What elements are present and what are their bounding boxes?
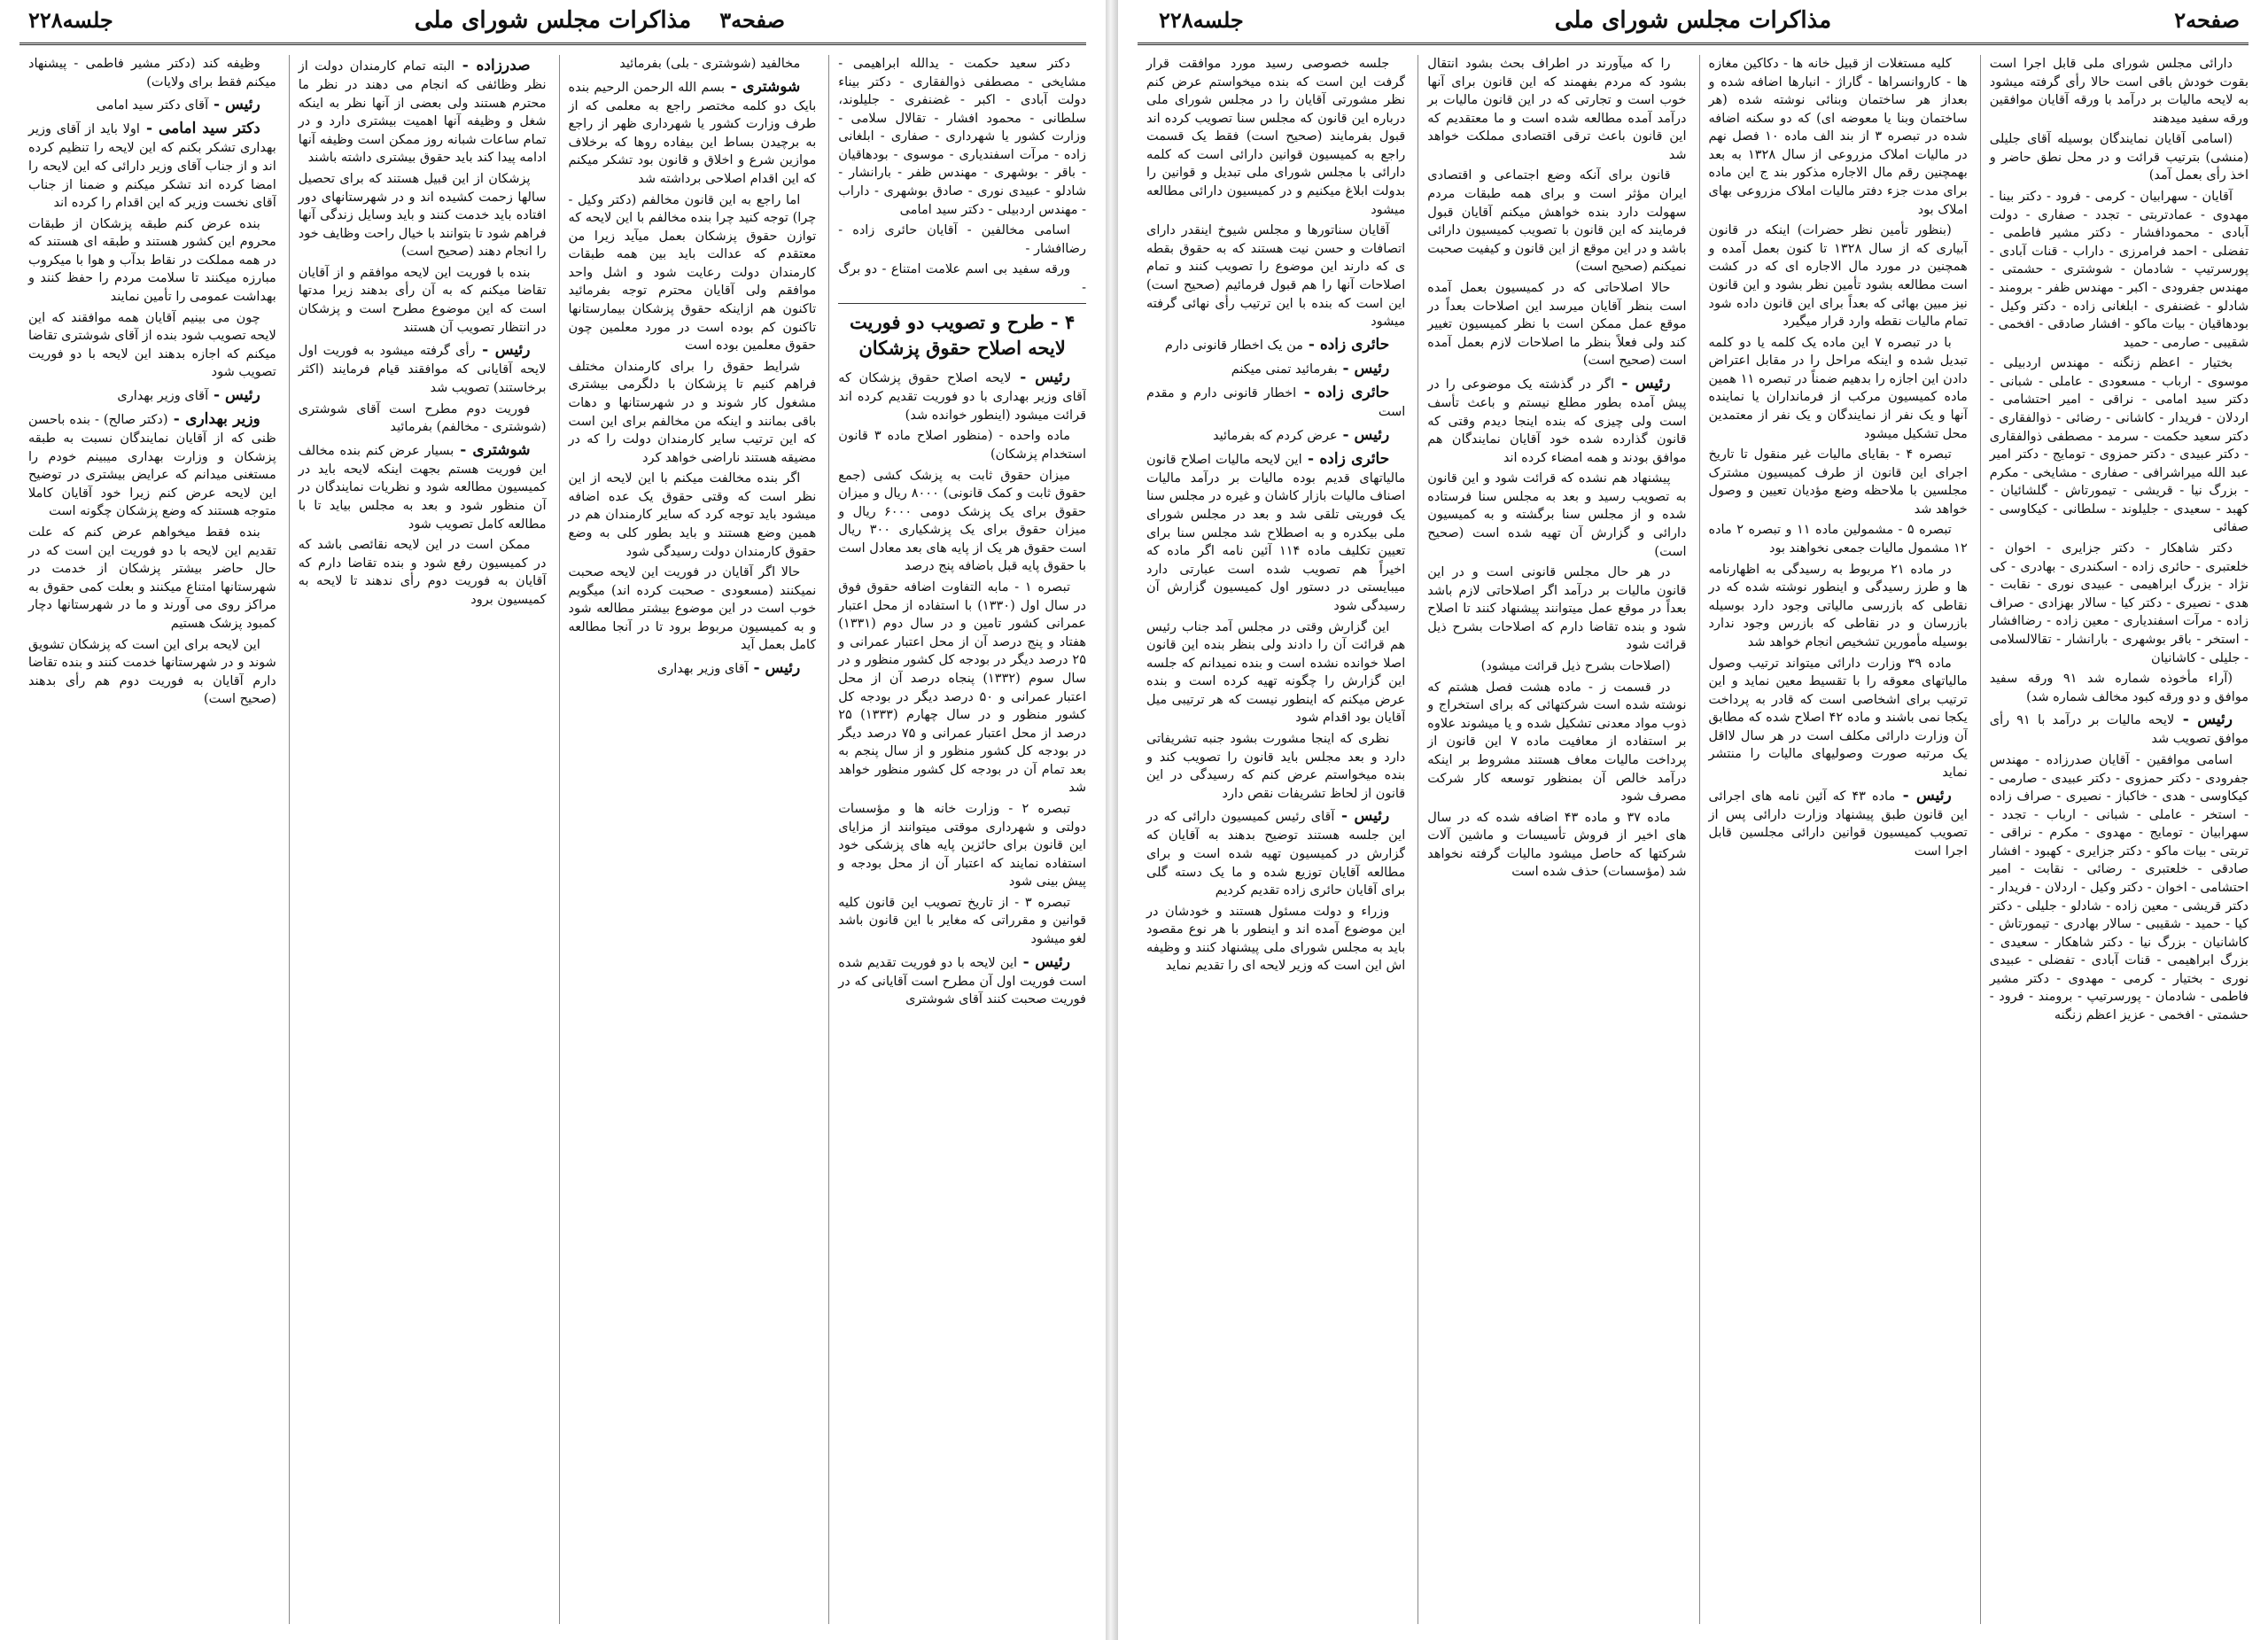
paragraph [1709,55,1968,219]
speaker-paragraph [1146,358,1405,379]
paragraph-text: ممکن است در این لایحه نقائصی باشد که در کمیسیون رفع شود و بنده تقاضا دارم که آقایان به فوریت دوم رأی ندهند تا لایحه به کمیسیون برود [298,538,547,607]
paragraph-text: اما راجع به این قانون مخالفم (دکتر وکیل - چرا) توجه کنید چرا بنده مخالفم با این لایحه که توازن حقوق پزشکان بعمل میآید زیرا من معتقدم که عدالت باید بین همه طبقات کارمندان دولت رعایت شود و اشل واحد موافقم ولی آقایان محترم توجه بفرمائید تاکنون هم ازاینکه حقوق پزشکان بیمارستانها تاکنون کم بوده است در مورد معلمین چون حقوق معلمین بوده است [568,192,817,354]
speaker-name: حائری زاده - [1302,335,1390,354]
paragraph-text: کلیه مستغلات از قبیل خانه ها - دکاکین مغازه ها - کاروانسراها - گاراژ - انبارها اضافه شده و بعداز هر ساختمان وبنائی نوشته شده (هر ساختمان وبنا یا معوضه ای) که دو سکنه اضافه شده در تبصره ۳ از بند الف ماده ۱۰ فصل نهم در مالیات املاک مزروعی از سال ۱۳۲۸ به بعد بهمچنین رقم مال الاجاره مذکور بند ج این ماده برای مدت جزء دفتر مالیات املاک مزروعی بهای املاک بود [1708,57,1968,217]
paragraph-text: بنده عرض کنم طبقه پزشکان از طبقات محروم این کشور هستند و طبقه ای هستند که در همه مملکت در نقاط بدآب و هوا با میکروب مبارزه میکنند تا سلامت مردم را حفظ کنند و بهداشت عمومی را تأمین نمایند [28,216,276,305]
speaker-name: رئیس - [1334,807,1390,826]
paragraph [569,358,817,467]
speaker-name: رئیس - [1017,952,1070,971]
speaker-name: رئیس - [475,341,531,360]
paragraph-text: آقای وزیر بهداری [656,662,749,677]
paragraph [28,55,276,91]
paragraph-text: میزان حقوق ثابت به پزشک کشی (جمع حقوق ثابت و کمک قانونی) ۸۰۰۰ ریال و میزان حقوق برای یک پزشک دومی ۶۰۰۰ ریال و میزان حقوق برای یک پزشکیاری ۳۰۰ ریال است حقوق هر یک از پایه های بعد معادل است با حقوق پایه قبل باضافه پنج درصد [838,468,1086,574]
paragraph-text: دکتر شاهکار - دکتر جزایری - اخوان - خلعتبری - حائری زاده - اسکندری - بهادری - کی نژاد - بزرگ ابراهیمی - عبیدی نوری - نقابت - هدی - نصیری - دکتر کیا - سالار بهزادی - صراف زاده - مرآت اسفندیاری - معین زاده - رضاافشار - استخر - باقر بوشهری - بارانشار - تقالالسلامی - جلیلی - کاشانیان [1989,541,2249,665]
speaker-paragraph [838,367,1086,424]
speaker-paragraph [569,657,817,679]
paragraph-text: بسم الله الرحمن الرحیم بنده بایک دو کلمه مختصر راجع به معلمی که از طرف وزارت کشور یا شهرداری ظهر از راجع به برچیدن بساط این بیفاده روها که برخلاف موازین شرع و اخلاق و قانون بود تشکر میکنم که این اقدام اصلاحی برداشته شد [568,80,817,187]
paragraph [1427,167,1686,276]
paragraph-text: دکتر سعید حکمت - یدالله ابراهیمی - مشایخی - مصطفی ذوالفقاری - دکتر بیناء دولت آبادی - اکبر - غضنفری - جلیلوند، سلطانی - محمود افشار - تقالال سلامی - وزارت کشور یا شهرداری - صفاری - ابلغانی زاده - مرآت اسفندیاری - موسوی - بودهاقیان - باقر - بوشهری - مهندس ظفر - بارانشار - شادلو - عبیدی نوری - صادق بوشهری - داراب - مهندس اردبیلی - دکتر سید امامی [838,57,1086,217]
speaker-name: رئیس - [1614,374,1671,393]
paragraph-text: نظری که اینجا مشورت بشود جنبه تشریفاتی دارد و بعد مجلس باید قانون را تصویب کند و بنده میخواستم عرض کنم که رسیدگی در این قانون از لحاظ تشریفات نقص دارد [1146,731,1406,801]
paragraph-text: ماده ۳۷ و ماده ۴۳ اضافه شده که در سال های اخیر از فروش تأسیسات و ماشین آلات شرکتها که حاصل میشود مالیات گرفته نخواهد شد (مؤسسات) حذف شده است [1427,810,1687,880]
paragraph-text: (اصلاحات بشرح ذیل قرائت میشود) [1480,659,1671,674]
paragraph [838,800,1086,891]
paragraph-text: ماده ۴۳ که آئین نامه های اجرائی این قانون طبق پیشنهاد وزارت دارائی پس از تصویب کمیسیون قوانین دارائی مجلسین قابل اجرا است [1708,789,1968,859]
page-header [19,7,1086,45]
paragraph-text: دارائی مجلس شورای ملی قابل اجرا است بقوت خودش باقی است حالا رأی گرفته میشود به لایحه مالیات بر درآمد با ورقه آقایان موافقین ورقه سفید میدهند [1989,57,2249,126]
paragraph [569,191,817,355]
speaker-name: رئیس - [208,385,260,404]
text-column [1699,55,1968,1624]
paragraph [299,536,547,609]
paragraph [1427,809,1686,882]
paragraph [1146,618,1405,727]
paragraph-text: لایحه مالیات بر درآمد با ۹۱ رأی موافق تصویب شد [1989,713,2249,747]
paragraph-text: (آراء مأخوذه شماره شد ۹۱ ورقه سفید موافق و دو ورقه کبود مخالف شماره شد) [1989,672,2249,704]
paragraph-text: (اسامی آقایان نمایندگان بوسیله آقای جلیلی (منشی) بترتیب قرائت و در محل نطق حاضر و اخذ رأی بعمل آمد) [1989,132,2249,183]
speaker-paragraph [28,408,276,521]
paragraph-text: بفرمائید تمنی میکنم [1231,361,1338,377]
paragraph-text: ماده ۳۹ وزارت دارائی میتواند ترتیب وصول مالیاتهای معوقه را با تقسیط معین نماید و این ترتیب برای اشخاصی است که قادر به پرداخت یکجا نمی باشند و ماده ۴۲ اصلاح شده که مطابق آن وزارت دارائی مکلف است در هر سال لااقل یک مرتبه صورت وصولیهای مالیات را منتشر نماید [1708,656,1968,780]
paragraph [569,55,817,74]
speaker-paragraph [1146,382,1405,422]
paragraph-text: آقای دکتر سید امامی [96,98,209,113]
text-column [1138,55,1405,1624]
paragraph-text: جلسه خصوصی رسید مورد موافقت قرار گرفت این است که بنده میخواستم عرض کنم نظر مشورتی آقایان را در مجلس شورای ملی درباره این قانون که مجلس سنا تصویب کرده اند قبول بفرمایند (صحیح است) فقط یک قسمت راجع به کمیسیون قوانین دارائی است که کلمه دارائی با مجلس شورای ملی تبدیل و قوانین را بدولت ابلاغ میکنیم و در کمیسیون دارائی مطالعه میشود [1146,57,1406,217]
speaker-paragraph [28,385,276,406]
paragraph [28,524,276,633]
paragraph [1146,730,1405,803]
paragraph-text: این گزارش وقتی در مجلس آمد جناب رئیس هم قرائت آن را دادند ولی بنظر بنده این قانون اصلا خوانده نشده است و بنده نمیدانم که جلسه این گزارش را چگونه تهیه کرده است و بنده عرض میکنم که اینطور نیست که هر ترتیبی میل آقایان بود اقدام شود [1146,619,1406,726]
speaker-name: حائری زاده - [1296,383,1390,401]
paragraph-text: وزراء و دولت مسئول هستند و خودشان در این موضوع آمده اند و اینطور با هر نوع مقصود باید به مجلس شورای ملی پیشنهاد کنند و وظیفه اش این است که وزیر لایحه ای را تقدیم نماید [1146,904,1406,974]
text-column [19,55,276,1624]
session-number: جلسه۲۲۸ [28,7,113,33]
paragraph [838,579,1086,797]
paragraph [1427,470,1686,561]
text-column [559,55,817,1624]
paragraph [1990,354,2249,537]
speaker-name: رئیس - [1337,359,1390,377]
paragraph-text: (بنظور تأمین نظر حضرات) اینکه در قانون آبیاری که از سال ۱۳۲۸ تا کنون بعمل آمده و همچنین در مورد مال الاجاره ای که در کشت است مطالعه بشود تأمین نظر بشود و این قانون نیز مبین بهائی که بعداً برای این قانون داده شود تمام مالیات نقطه وارد قرار میگیرد [1708,223,1968,330]
paragraph-text: قانون برای آنکه وضع اجتماعی و اقتصادی ایران مؤثر است و برای همه طبقات مردم سهولت دارد بنده خواهش میکنم آقایان قبول فرمایند که این قانون با تصویب کمیسیون دارائی باشد و در این موقع از این قانون و کیفیت صحبت نمیکنم (صحیح است) [1427,168,1687,275]
speaker-name: رئیس - [1337,425,1390,444]
page-number: صفحه۳ [719,7,785,33]
section-heading: ۴ - طرح و تصویب دو فوریت لایحه اصلاح حقوق پزشکان [850,310,1076,360]
text-columns [1138,55,2249,1624]
speaker-name: رئیس - [1011,369,1070,387]
publication-title: مذاکرات مجلس شورای ملی [1554,7,1832,34]
paragraph [1427,55,1686,164]
paragraph [28,309,276,382]
speaker-paragraph [299,439,547,533]
paragraph [1990,751,2249,1025]
paragraph-text: بختیار - اعظم زنگنه - مهندس اردبیلی - موسوی - ارباب - مسعودی - عاملی - شبانی - دکتر سید امامی - نراقی - امیر احتشامی - اردلان - فریدار - کاشانی - رضائی - ذوالفقاری - دکتر سعید حکمت - سرمد - مصطفی ذوالفقاری - دکتر عبیدی - دکتر حمزوی - تومایج - دکتر امیر عبد الله میراشرافی - صفاری - مشایخی - مکرم - بزرگ نیا - قریشی - تیمورتاش - گلشائیان - کهبد - سعیدی - جلیلوند - سلطانی - کیکاوسی - صفائی [1989,356,2249,535]
paragraph-text: اگر در گذشته یک موضوعی را در پیش آمده بطور مطلع نیستم و باعث تأسف است ولی چیزی که بنده اینجا دیدم وقتی که قانون گذارده شده خود آقایان نمایندگان هم موافق بودند و همه امضاء کرده اند [1427,377,1687,465]
speaker-name: صدرزاده - [454,57,531,74]
paragraph [838,260,1086,297]
speaker-paragraph [28,94,276,115]
speaker-paragraph [299,339,547,397]
paragraph-text: مخالفید (شوشتری - بلی) بفرمائید [619,57,801,71]
paragraph-text: عرض کردم که بفرمائید [1213,428,1338,443]
paragraph-text: آقای رئیس کمیسیون دارائی که در این جلسه هستند توضیح بدهند به آقایان که گزارش در کمیسیون تهیه شده است و برای مطالعه آقایان توزیع شده و ما یک دسته گلی برای آقایان حائری زاده تقدیم کردیم [1146,810,1406,898]
paragraph-text: در قسمت ز - ماده هشت فصل هشتم که نوشته شده است شرکتهائی که برای استخراج و ذوب مواد معدنی تشکیل شده و یا میشوند علاوه بر استفاده از معافیت ماده ۷ این قانون از پرداخت مالیات معاف هستند مشروط بر اینکه درآمد خالص آن بمنظور توسعه کار شرکت مصرف شود [1427,680,1687,804]
paragraph [1146,55,1405,219]
paragraph-text: ورقه سفید بی اسم علامت امتناع - دو برگ - [838,262,1086,295]
speaker-name: وزیر بهداری - [167,410,260,429]
paragraph [1990,130,2249,185]
speaker-paragraph [1427,373,1686,467]
paragraph-text: فوریت دوم مطرح است آقای شوشتری (شوشتری - مخالفم) بفرمائید [298,401,547,435]
speaker-name: رئیس - [748,659,801,678]
speaker-name: رئیس - [2174,711,2233,729]
paragraph [1427,657,1686,676]
paragraph [299,264,547,337]
paragraph-text: اسامی مخالفین - آقایان حائری زاده - رضاافشار - [838,223,1086,256]
speaker-paragraph [1146,805,1405,899]
speaker-paragraph [1146,334,1405,355]
paragraph [838,222,1086,258]
paragraph [1709,561,1968,652]
paragraph-text: تبصره ۱ - مابه التفاوت اضافه حقوق فوق در سال اول (۱۳۳۰) با استفاده از محل اعتبار عمرانی کشور تامین و در سال دوم (۱۳۳۱) هفتاد و پنج درصد آن از محل اعتبار عمرانی و ۲۵ درصد دیگر در بودجه کل کشور منظور و در سال سوم (۱۳۳۲) پنجاه درصد آن از محل اعتبار عمرانی و ۵۰ درصد دیگر در بودجه کل کشور منظور و در سال چهارم (۱۳۳۳) ۲۵ درصد از محل اعتبار عمرانی و ۷۵ درصد دیگر در بودجه کل کشور منظور و از سال پنجم به بعد تمام آن در بودجه کل کشور منظور خواهد شد [838,580,1086,796]
paragraph-text: البته تمام کارمندان دولت از نظر وظائفی که انجام می دهند در نظر ما محترم هستند ولی بعضی از آنها نظر به اینکه شغل و وظیفه آنها اهمیت بیشتری دارد و در تمام ساعات شبانه روز ممکن است وظیفه آنها ادامه پیدا کند باید حقوق بیشتری داشته باشند [298,59,547,166]
paragraph [299,400,547,437]
paragraph-text: تبصره ۳ - از تاریخ تصویب این قانون کلیه قوانین و مقرراتی که مغایر با این قانون باشد لغو میشود [838,895,1086,947]
paragraph [1709,521,1968,557]
paragraph-text: با در تبصره ۷ این ماده یک کلمه یا دو کلمه تبدیل شده و اینکه مراحل را در مقابل اعتراض دادن این اجازه را بدهیم ضمناً در تبصره ۱۱ همین ماده کمیسیون مرکب از فرمانداران یا نماینده آنها و یک نفر از نمایندگان و یک نفر از معتمدین محل تشکیل میشود [1708,335,1968,441]
paragraph-text: چون می بینیم آقایان همه موافقند که این لایحه تصویب شود بنده از آقای شوشتری تقاضا میکنم که اجازه بدهند این لایحه با دو فوریت تصویب شود [28,310,276,380]
paragraph [838,894,1086,949]
paragraph-text: پیشنهاد هم نشده که قرائت شود و این قانون به تصویب رسید و بعد به مجلس سنا فرستاده شده و از مجلس سنا برگشته و به کمیسیون دارائی و گزارش آن تهیه شده است (صحیح است) [1427,471,1687,559]
paragraph-text: ماده واحده - (منظور اصلاح ماده ۳ قانون استخدام پزشکان) [838,429,1086,462]
right-page [1118,0,2268,1640]
paragraph-text: اولا باید از آقای وزیر بهداری تشکر بکنم که این لایحه را تنظیم کرده اند و از جناب آقای وزیر دارائی که این لایحه را امضا کرده اند تشکر میکنم و ضمنا از جناب آقای نخست وزیر که این اقدام را کرده اند [28,122,276,211]
paragraph-text: بسیار عرض کنم بنده مخالف این فوریت هستم بجهت اینکه لایحه باید در کمیسیون مطالعه شود و نظریات نمایندگان در آن منظور شود و بعد به مجلس بیاید تا با مطالعه کامل تصویب شود [298,443,547,532]
speaker-name: شوشتری - [454,440,531,459]
speaker-name: رئیس - [208,96,260,114]
paragraph-text: حالا اصلاحاتی که در کمیسیون بعمل آمده است بنظر آقایان میرسد این اصلاحات بعداً در موقع عمل ممکن است با نظر کمیسیون تغییر کند ولی فعلاً بنظر ما اصلاحات لازم بعمل آمده است (صحیح است) [1427,280,1687,369]
speaker-paragraph [1146,424,1405,446]
paragraph [1709,334,1968,443]
paragraph-text: پزشکان از این قبیل هستند که برای تحصیل سالها زحمت کشیده اند و در شهرستانهای دور افتاده باید خدمت کنند و باید وسایل زندگی آنها فراهم شود تا بتوانند با خیال راحت وظایف خود را انجام دهند (صحیح است) [298,172,547,260]
paragraph-text: وظیفه کند (دکتر مشیر فاطمی - پیشنهاد میکنم فقط برای ولایات) [28,57,276,89]
paragraph-text: اخطار قانونی دارم و مقدم است [1146,385,1406,420]
speaker-name: رئیس - [1895,786,1952,804]
speaker-paragraph [299,55,547,167]
text-column [828,55,1086,1624]
speaker-paragraph [838,952,1086,1009]
paragraph-text: بنده با فوریت این لایحه موافقم و از آقایان تقاضا میکنم که به آن رأی بدهند زیرا مدتها است که این موضوع مطرح است و پزشکان در انتظار تصویب آن هستند [298,265,547,335]
page-number: صفحه۲ [2174,7,2240,33]
paragraph-text: حالا اگر آقایان در فوریت این لایحه صحبت نمیکنند (مسعودی - صحبت کرده اند) میگویم خوب است در این موضوع بیشتر مطالعه شود و به کمیسیون مربوط برود تا در آنجا مطالعه کامل بعمل آید [568,565,817,653]
text-columns [19,55,1086,1624]
paragraph-text: در هر حال مجلس قانونی است و در این قانون مالیات بر درآمد اگر اصلاحاتی لازم باشد بعداً در موقع عمل میتوانند پیشنهاد کنند تا اصلاح شود و بنده تقاضا دارم که اصلاحات بشرح ذیل قرائت شود [1427,565,1687,653]
paragraph-text: من یک اخطار قانونی دارم [1164,338,1303,353]
paragraph [1427,679,1686,806]
speaker-paragraph [1990,709,2249,749]
paragraph-text: این لایحه مالیات اصلاح قانون مالیاتهای قدیم بوده مالیات بر درآمد مالیات اصناف مالیات بازار کاشان و غیره در مجلس سنا یک فوریتی تلقی شد و بعد در مجلس شورای ملی بیکدره و به اصطلاح شد مجلس سنا برای تعیین تکلیف ماده ۱۱۴ آئین نامه اگر ماده که اخیراً هم تصویب شده است عبارتی دارد میبایستی در دستور اول کمیسیون گزارش آن رسیدگی شود [1146,452,1406,613]
speaker-paragraph [1146,448,1405,616]
paragraph-text: (دکتر صالح) - بنده باحسن ظنی که از آقایان نمایندگان نسبت به طبقه پزشکان و وزارت بهداری میبینم خودم را مستغنی میدانم که عرایض بیشتری در توضیح این لایحه عرض کنم زیرا خود آقایان کاملا متوجه هستند که وضع پزشکان چگونه است [28,413,276,519]
paragraph [299,170,547,261]
paragraph [569,564,817,655]
paragraph-text: این لایحه برای این است که پزشکان تشویق شوند و در شهرستانها خدمت کنند و بنده تقاضا دارم آقایان به فوریت دوم هم رأی بدهند (صحیح است) [28,637,276,707]
text-column [289,55,547,1624]
paragraph [838,427,1086,463]
text-column [1418,55,1686,1624]
book-gutter [1106,0,1118,1640]
speaker-paragraph [569,76,817,189]
paragraph-text: لایحه اصلاح حقوق پزشکان که آقای وزیر بهداری با دو فوریت تقدیم کرده اند قرائت میشود (اینطور خوانده شد) [838,371,1086,423]
paragraph-text: تبصره ۴ - بقایای مالیات غیر منقول تا تاریخ اجرای این قانون از طرف کمیسیون مشترک مجلسین با ملاحظه وضع مؤدیان تعیین و وصول خواهد شد [1708,447,1968,517]
paragraph-text: رأی گرفته میشود به فوریت اول لایحه آقایانی که موافقند قیام فرمایند (اکثر برخاستند) تصویب شد [298,344,547,395]
paragraph [569,470,817,561]
paragraph [28,215,276,307]
paragraph [28,636,276,709]
paragraph [1427,279,1686,370]
speaker-name: شوشتری - [725,77,801,96]
paragraph [1990,55,2249,128]
paragraph-text: آقایان - سهرابیان - کرمی - فرود - دکتر بینا - مهدوی - عمادتربتی - تجدد - صفاری - دولت آبادی - محمودافشار - دکتر مشیر فاطمی - تفضلی - احمد فرامرزی - داراب - قنات آبادی - پورسرتیپ - شادمان - شوشتری - حشمتی - مهندس جفرودی - اکبر - مهندس ظفر - برومند - شادلو - غضنفری - ابلغانی زاده - دکتر وکیل - بودهاقیان - بیات ماکو - افشار صادقی - افخمی - شقیبی - صارمی - حمید [1989,190,2249,350]
page-header [1138,7,2249,45]
paragraph-text: اسامی موافقین - آقایان صدرزاده - مهندس جفرودی - دکتر حمزوی - دکتر عبیدی - صارمی - کیکاوسی - هدی - خاکباز - نصیری - صراف زاده - استخر - عاملی - شبانی - ارباب - تجدد - سهرابیان - تومایج - مهدوی - مکرم - نراقی - تربتی - بیات ماکو - دکتر جزایری - کهبود - افشار صادقی - خلعتبری - رضائی - نقابت - امیر احتشامی - اخوان - دکتر وکیل - اردلان - فریدار - دکتر قریشی - معین زاده - شادلو - جلیلی - دکتر کیا - حمید - شقیبی - سالار بهادری - تیمورتاش - کاشانیان - بزرگ نیا - دکتر شاهکار - سعیدی - بزرگ ابراهیمی - قنات آبادی - تفضلی - عبیدی نوری - بختیار - کرمی - مهدوی - دکتر مشیر فاطمی - شادمان - پورسرتیپ - برومند - فرود - حشمتی - افخمی - عزیز اعظم زنگنه [1989,752,2249,1023]
paragraph [1990,540,2249,667]
paragraph-text: این لایحه با دو فوریت تقدیم شده است فوریت اول آن مطرح است آقایانی که در فوریت صحبت کنند آقای شوشتری [838,955,1086,1007]
speaker-paragraph [28,118,276,212]
paragraph-text: بنده فقط میخواهم عرض کنم که علت تقدیم این لایحه با دو فوریت این است که در حال حاضر بیشتر پزشکان از خدمت در شهرستانها امتناع میکنند و بعلت کمی حقوق به مراکز روی می آورند و ما در شهرستانها دچار کمبود پزشک هستیم [28,525,276,631]
paragraph [1146,222,1405,330]
paragraph [838,467,1086,576]
publication-title: مذاکرات مجلس شورای ملی [414,7,692,34]
paragraph-text: تبصره ۲ - وزارت خانه ها و مؤسسات دولتی و شهرداری موقتی میتوانند از مزایای این قانون برای حائزین پایه های پزشکی خود استفاده نمایند که اعتبار آن از محل بودجه و پیش بینی شود [838,801,1086,890]
speaker-name: حائری زاده - [1301,449,1390,468]
speaker-name: دکتر سید امامی - [139,120,260,138]
session-number: جلسه۲۲۸ [1159,7,1244,33]
paragraph [1709,222,1968,330]
paragraph [1990,670,2249,706]
text-column [1980,55,2249,1624]
divider [838,303,1086,304]
paragraph [1146,903,1405,975]
paragraph-text: در ماده ۲۱ مربوط به رسیدگی به اظهارنامه ها و طرز رسیدگی و اینطور نوشته شده که در نقاطی که بازرسی مالیاتی وجود دارد بوسیله بازرسان و در نقاطی که بازرس وجود ندارد بوسیله مأمورین تشخیص انجام خواهد شد [1708,562,1968,649]
left-page [0,0,1106,1640]
paragraph [1990,188,2249,352]
paragraph-text: را که میآورند در اطراف بحث بشود انتقال بشود که مردم بفهمند که این قانون برای آنها خوب است و تجارتی که در این قانون مالیات بر درآمد آمده مطالعه شده است و ما معتقدیم که این قانون باعث ترقی اقتصادی مملکت خواهد شد [1427,57,1687,162]
paragraph [1709,655,1968,782]
paragraph-text: تبصره ۵ - مشمولین ماده ۱۱ و تبصره ۲ ماده ۱۲ مشمول مالیات جمعی نخواهند بود [1708,523,1968,556]
paragraph [1709,446,1968,518]
paragraph-text: اگر بنده مخالفت میکنم با این لایحه از این نظر است که وقتی حقوق یک عده اضافه میشود باید توجه کرد که سایر کارمندان هم در همین وضع هستند و باید بطور کلی به وضع حقوق کارمندان دولت رسیدگی شود [568,471,817,559]
paragraph-text: شرایط حقوق را برای کارمندان مختلف فراهم کنیم تا پزشکان با دلگرمی بیشتری مشغول کار شوند و در شهرستانها و دهات باقی بمانند و اینکه من مخالفم برای این است که این ترتیب سایر کارمندان دولت را که در مضیقه هستند ناراضی خواهد کرد [568,359,817,465]
paragraph-text: آقایان سناتورها و مجلس شیوخ اینقدر دارای اتصافات و حسن نیت هستند که به حقوق بقطه ی که دارند این موضوع را تصویب کنند و تمام اصلاحات آنها را هم قبول فرمائیم (صحیح است) این است که بنده با این ترتیب رأی نهائی گرفته میشود [1146,223,1406,330]
paragraph [1427,564,1686,655]
paragraph [838,55,1086,219]
paragraph-text: آقای وزیر بهداری [117,388,209,403]
speaker-paragraph [1709,785,1968,861]
